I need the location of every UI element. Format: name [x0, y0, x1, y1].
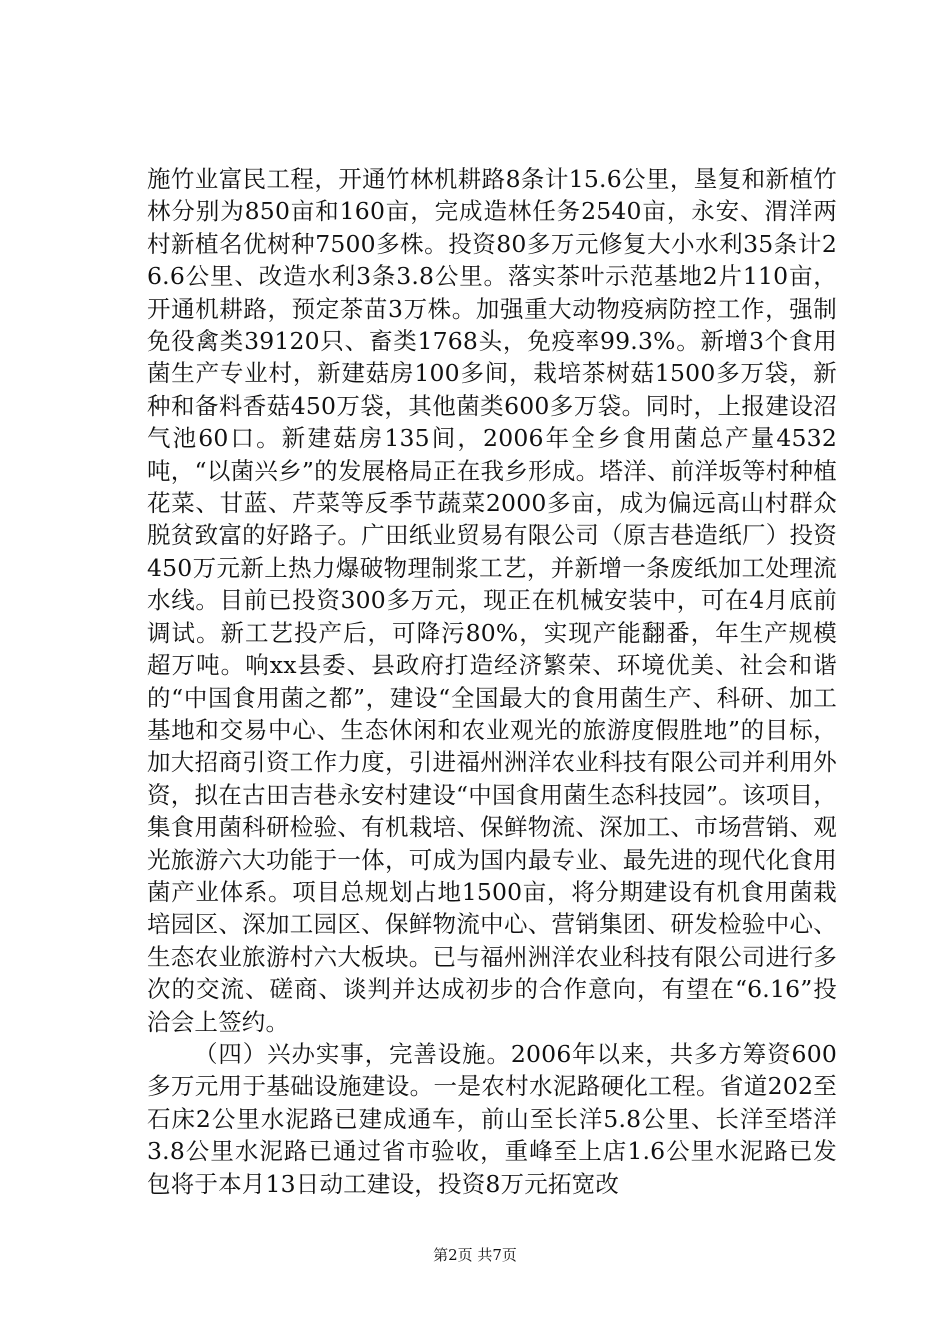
page-number-footer: 第2页 共7页 [433, 1246, 517, 1264]
body-paragraph-2: （四）兴办实事，完善设施。2006年以来，共多方筹资600多万元用于基础设施建设。一是农村水泥路硬化工程。省道202至石床2公里水泥路已建成通车，前山至长洋5.8公里、长洋至塔洋3.8公里水泥路已通过省市验收，重峰至上店1.6公里水泥路已发包将于本月13日动工建设，投资8万元拓宽改 [147, 1039, 837, 1198]
document-body [147, 163, 837, 1200]
body-paragraph-1: 施竹业富民工程，开通竹林机耕路8条计15.6公里，垦复和新植竹林分别为850亩和160亩，完成造林任务2540亩，永安、渭洋两村新植名优树种7500多株。投资80多万元修复大小水利35条计26.6公里、改造水利3条3.8公里。落实茶叶示范基地2片110亩，开通机耕路，预定茶苗3万株。加强重大动物疫病防控工作，强制免役禽类39120只、畜类1768头，免疫率99.3%。新增3个食用菌生产专业村，新建菇房100多间，栽培茶树菇1500多万袋，新种和备料香菇450万袋，其他菌类600多万袋。同时，上报建设沼气池60口。新建菇房135间，2006年全乡食用菌总产量4532吨，“以菌兴乡”的发展格局正在我乡形成。塔洋、前洋坂等村种植花菜、甘蓝、芹菜等反季节蔬菜2000多亩，成为偏远高山村群众脱贫致富的好路子。广田纸业贸易有限公司（原吉巷造纸厂）投资450万元新上热力爆破物理制浆工艺，并新增一条废纸加工处理流水线。目前已投资300多万元，现正在机械安装中，可在4月底前调试。新工艺投产后，可降污80%，实现产能翻番，年生产规模超万吨。响xx县委、县政府打造经济繁荣、环境优美、社会和谐的“中国食用菌之都”，建设“全国最大的食用菌生产、科研、加工基地和交易中心、生态休闲和农业观光的旅游度假胜地”的目标，加大招商引资工作力度，引进福州洲洋农业科技有限公司并利用外资，拟在古田吉巷永安村建设“中国食用菌生态科技园”。该项目，集食用菌科研检验、有机栽培、保鲜物流、深加工、市场营销、观光旅游六大功能于一体，可成为国内最专业、最先进的现代化食用菌产业体系。项目总规划占地1500亩，将分期建设有机食用菌栽培园区、深加工园区、保鲜物流中心、营销集团、研发检验中心、生态农业旅游村六大板块。已与福州洲洋农业科技有限公司进行多次的交流、磋商、谈判并达成初步的合作意向，有望在“6.16”投洽会上签约。 [147, 165, 837, 1036]
